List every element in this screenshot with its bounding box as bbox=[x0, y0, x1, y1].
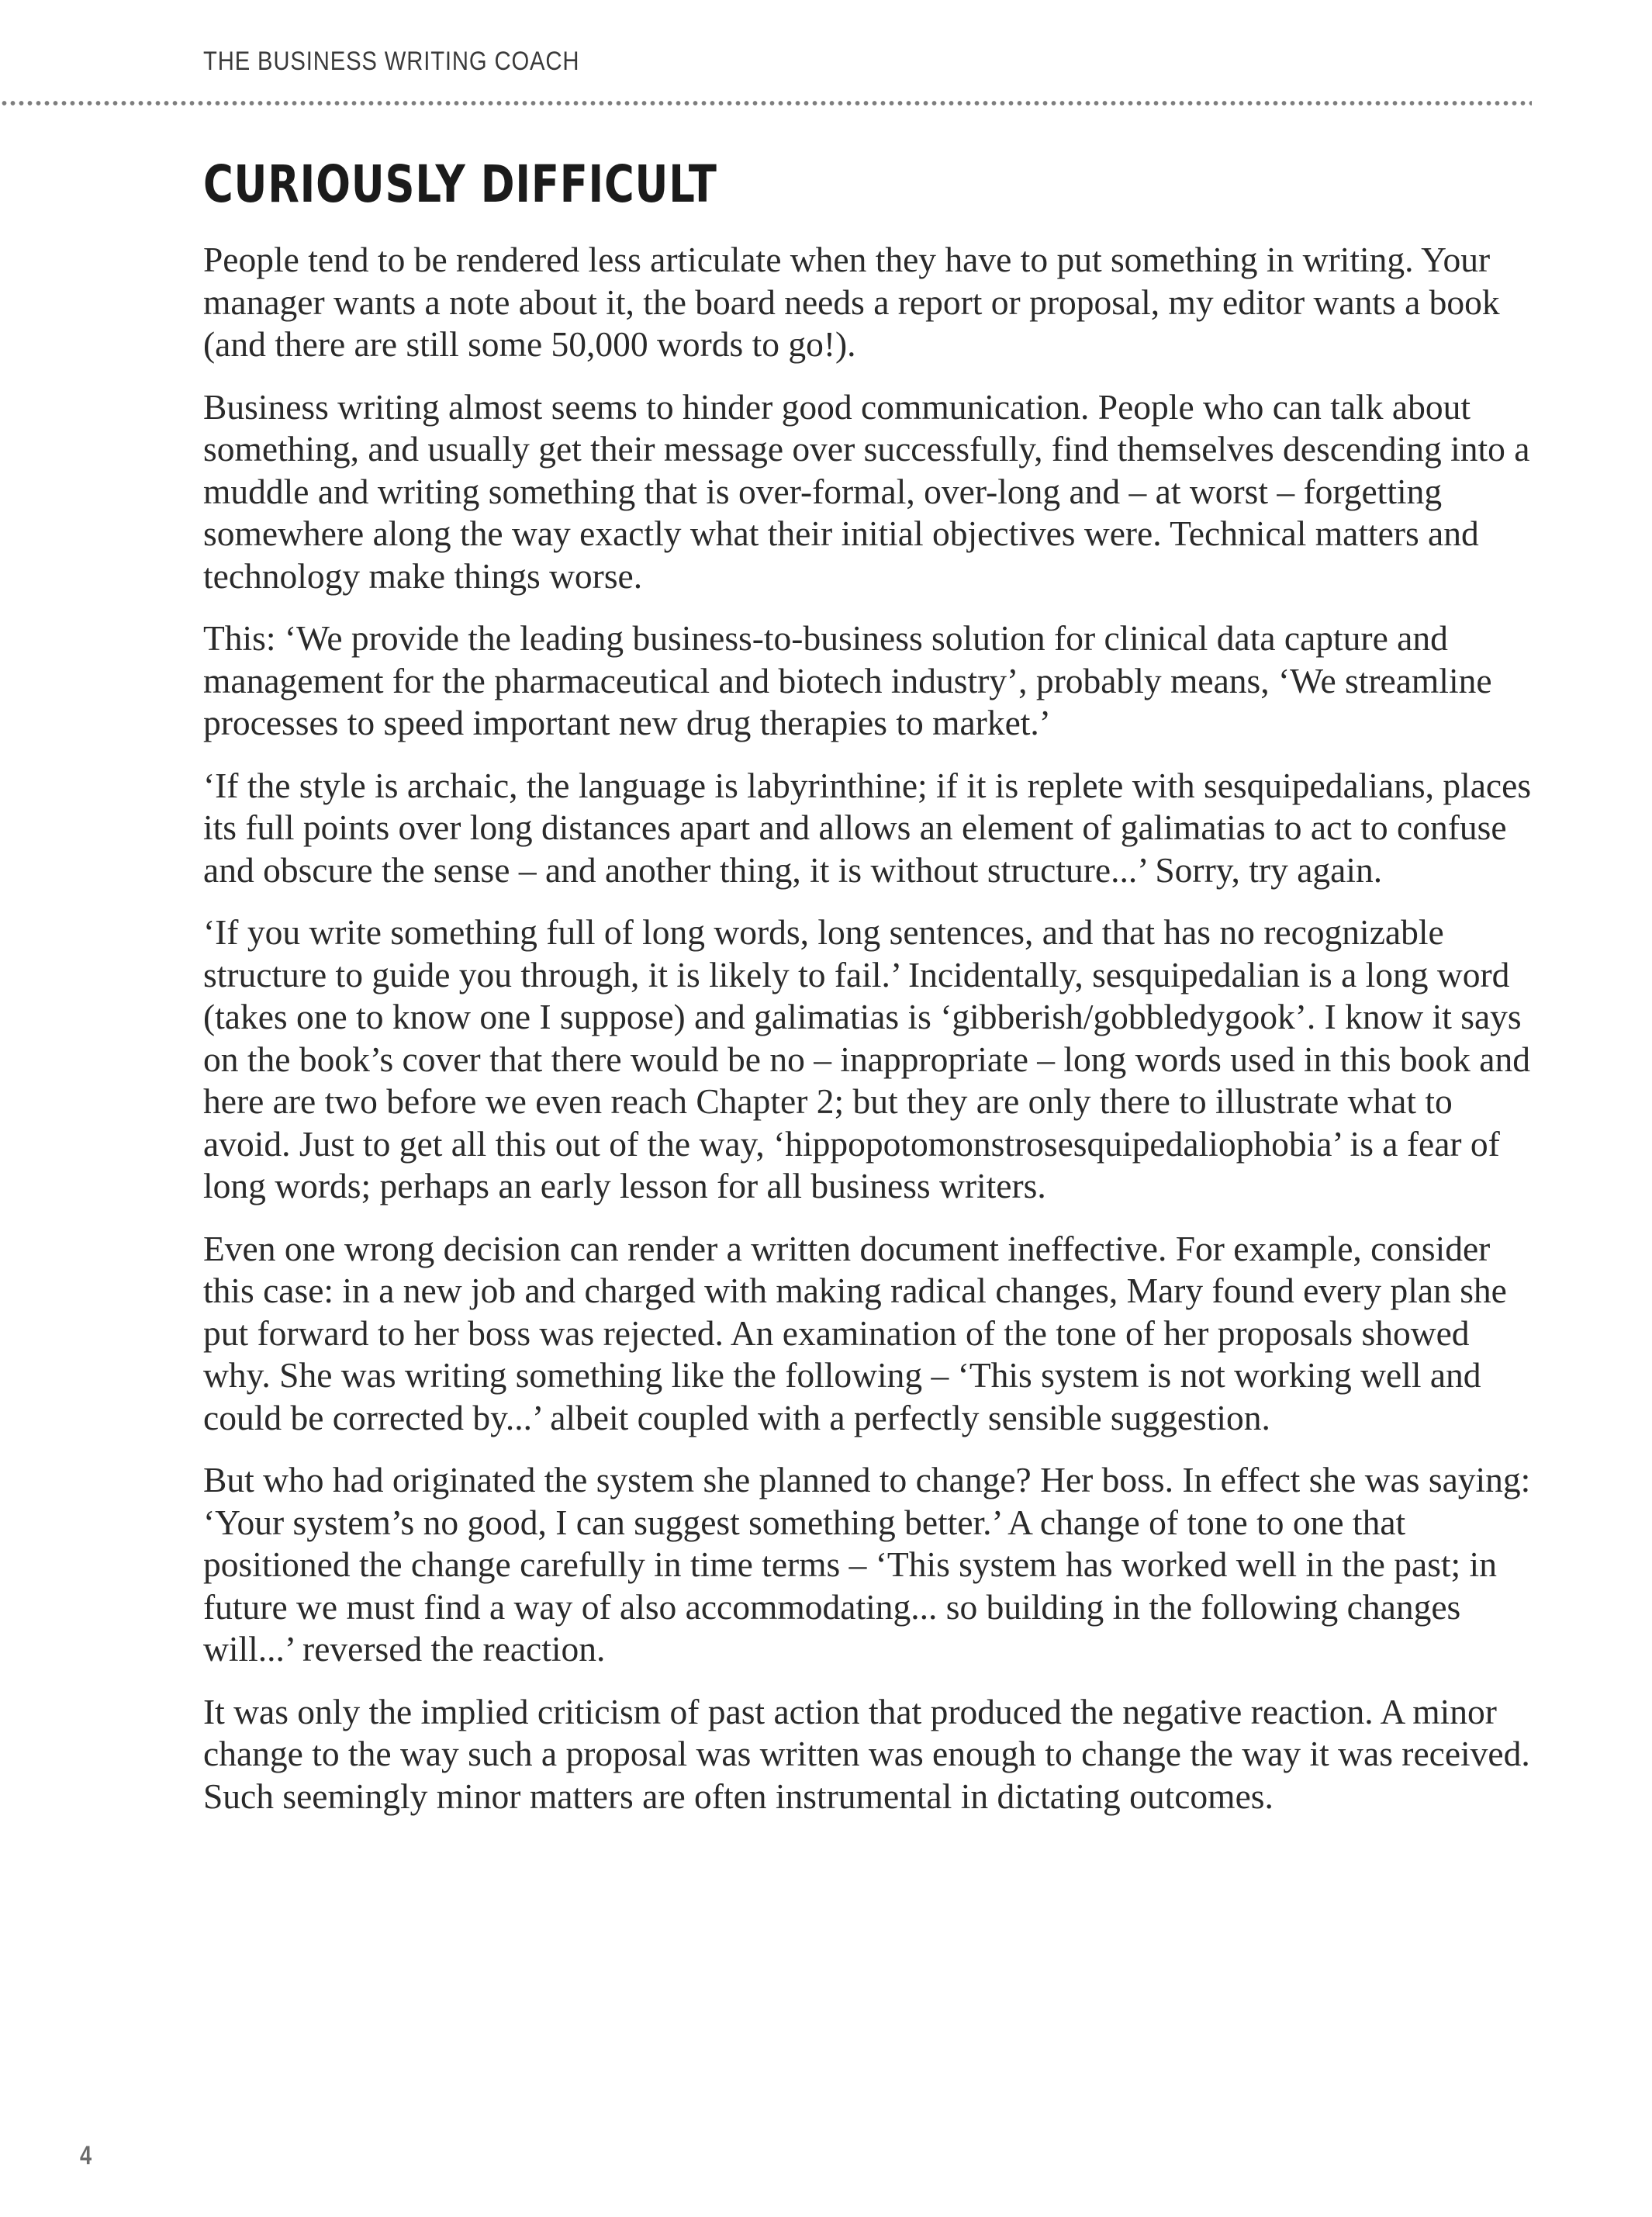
paragraph-5: ‘If you write something full of long words, long sentences, and that has no recognizable structure to guide you through, it is likely to fail.’ Incidentally, sesquipedalian is a long word (takes one to know one I suppose) and galimatias is ‘gibberish/gobbledygook’. I know it says on the book’s cover that there would be no – inappropriate – long words used in this book and here are two before we even reach Chapter 2; but they are only there to illustrate what to avoid. Just to get all this out of the way, ‘hippopotomonstrosesquipedaliophobia’ is a fear of long words; perhaps an early lesson for all business writers. bbox=[203, 912, 1530, 1205]
paragraph-6: Even one wrong decision can render a written document ineffective. For example, consider this case: in a new job and charged with making radical changes, Mary found every plan she put forward to her boss was rejected. An examination of the tone of her proposals showed why. She was writing something like the following – ‘This system is not working well and could be corrected by...’ albeit coupled with a perfectly sensible suggestion. bbox=[203, 1228, 1507, 1437]
paragraph-8: It was only the implied criticism of past action that produced the negative reaction. A minor change to the way such a proposal was written was enough to change the way it was received. Such seemingly minor matters are often instrumental in dictating outcomes. bbox=[203, 1691, 1530, 1816]
body-text bbox=[203, 239, 1537, 1838]
running-header: THE BUSINESS WRITING COACH bbox=[203, 47, 580, 76]
section-title: CURIOUSLY DIFFICULT bbox=[203, 154, 717, 214]
paragraph-1: People tend to be rendered less articulate when they have to put something in writing. Your manager wants a note about it, the board needs a report or proposal, my editor wants a book (and there are still some 50,000 words to go!). bbox=[203, 240, 1500, 364]
paragraph-2: Business writing almost seems to hinder good communication. People who can talk about something, and usually get their message over successfully, find themselves descending into a muddle and writing something that is over-formal, over-long and – at worst – forgetting somewhere along the way exactly what their initial objectives were. Technical matters and technology make things worse. bbox=[203, 386, 1530, 596]
page-number: 4 bbox=[80, 2141, 92, 2170]
paragraph-7: But who had originated the system she planned to change? Her boss. In effect she was saying: ‘Your system’s no good, I can suggest something better.’ A change of tone to one that positioned the change carefully in time terms – ‘This system has worked well in the past; in future we must find a way of also accommodating... so building in the following changes will...’ reversed the reaction. bbox=[203, 1460, 1531, 1669]
paragraph-3: This: ‘We provide the leading business-to-business solution for clinical data capture and management for the pharmaceutical and biotech industry’, probably means, ‘We streamline processes to speed important new drug therapies to market.’ bbox=[203, 618, 1492, 742]
paragraph-4: ‘If the style is archaic, the language is labyrinthine; if it is replete with sesquipedalians, places its full points over long distances apart and allows an element of galimatias to act to confuse and obscure the sense – and another thing, it is without structure...’ Sorry, try again. bbox=[203, 765, 1532, 890]
dotted-rule-divider bbox=[0, 99, 1532, 107]
